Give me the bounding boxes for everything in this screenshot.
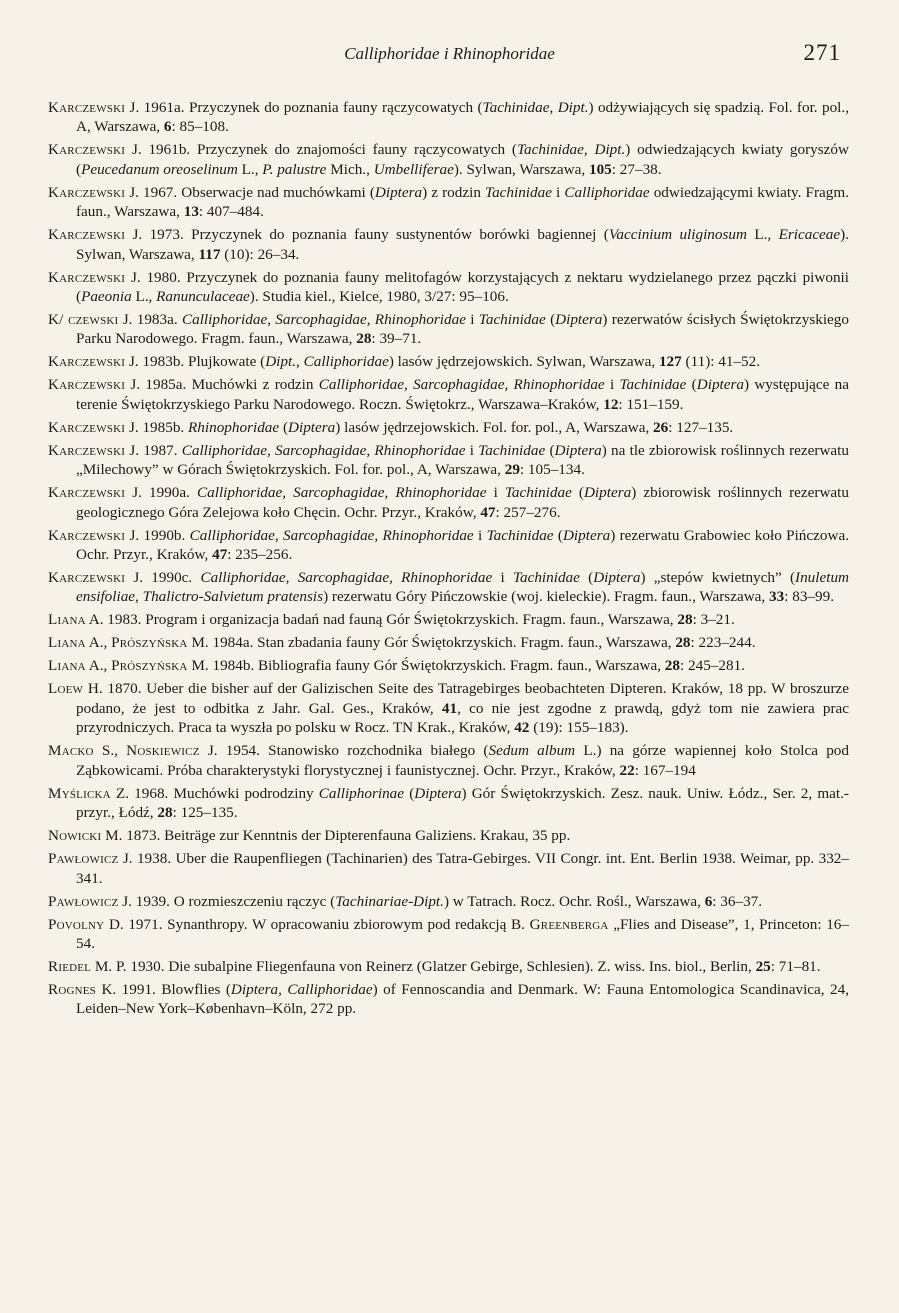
- reference-entry: [48, 610, 849, 629]
- italic-text: Tachinidae: [478, 311, 546, 329]
- reference-entry: [48, 633, 849, 652]
- volume-number: 47: [480, 503, 496, 521]
- reference-text: J. 1983b. Plujkowate (: [125, 353, 266, 371]
- italic-text: Diptera: [555, 311, 603, 329]
- reference-text: ) of Fennoscandia and Denmark. W: Fauna Entomologica Scandinavica, 24, Leiden–New York–København–Köln, 272 pp.: [76, 980, 850, 1018]
- reference-author: Pawłowicz: [48, 892, 119, 910]
- reference-entry: [48, 826, 849, 845]
- italic-text: Calliphoridae, Sarcophagidae, Rhinophoridae: [189, 526, 474, 544]
- reference-text: : 223–244.: [690, 634, 756, 652]
- reference-text: J. 1939. O rozmieszczeniu rączyc (: [118, 892, 336, 910]
- italic-text: Tachinidae: [619, 376, 687, 394]
- italic-text: Umbelliferae: [373, 160, 454, 178]
- reference-text: i: [492, 569, 513, 587]
- reference-text: (: [571, 484, 584, 502]
- italic-text: Diptera: [583, 484, 632, 502]
- reference-text: i: [551, 183, 565, 201]
- reference-text: : 125–135.: [172, 804, 238, 822]
- volume-number: 127: [658, 353, 682, 371]
- reference-text: ) odwiedzających kwiaty goryszów (: [76, 141, 849, 178]
- italic-text: P. palustre: [262, 160, 327, 178]
- reference-text: : 127–135.: [668, 418, 734, 436]
- reference-entry: [48, 225, 849, 264]
- italic-text: Diptera: [554, 441, 602, 459]
- reference-text: i: [465, 441, 479, 459]
- reference-text: ) na tle zbiorowisk roślinnych rezerwatu „Milechowy” w Górach Świętokrzyskich. Fol. for. pol., A, Warszawa,: [76, 441, 849, 479]
- reference-list: [48, 98, 849, 1022]
- reference-text: „Flies and Disease”, 1, Princeton: 16–54.: [76, 915, 849, 952]
- reference-author: K/ czewski: [48, 311, 119, 329]
- reference-entry: [48, 915, 849, 954]
- volume-number: 6: [704, 892, 713, 910]
- reference-entry: [48, 957, 849, 976]
- volume-number: 26: [653, 418, 669, 436]
- reference-text: J. 1967. Obserwacje nad muchówkami (: [125, 183, 375, 201]
- coauthor-name: Prószyńska: [111, 657, 188, 675]
- italic-text: Calliphoridae, Sarcophagidae, Rhinophoridae: [197, 484, 487, 502]
- reference-text: ) w Tatrach. Rocz. Ochr. Rośl., Warszawa,: [443, 892, 705, 910]
- reference-text: J. 1980. Przyczynek do poznania fauny melitofagów korzystających z nektaru wydzielanego przez pączki piwonii (: [76, 268, 849, 306]
- reference-entry: [48, 183, 849, 222]
- italic-text: Diptera, Calliphoridae: [230, 980, 373, 998]
- coauthor-name: Greenberga: [529, 915, 609, 933]
- reference-author: Liana: [48, 634, 86, 652]
- italic-text: Inuletum ensifoliae, Thalictro-Salvietum pratensis: [76, 569, 850, 606]
- volume-number: 105: [588, 160, 612, 178]
- italic-text: Sedum album: [488, 742, 576, 760]
- reference-text: : 245–281.: [679, 657, 745, 675]
- reference-text: J. 1954. Stanowisko rozchodnika białego (: [199, 742, 489, 760]
- reference-entry: [48, 741, 849, 780]
- reference-text: : 27–38.: [611, 160, 662, 178]
- reference-entry: [48, 679, 849, 737]
- reference-text: M. 1984b. Bibliografia fauny Gór Świętokrzyskich. Fragm. faun., Warszawa,: [187, 657, 665, 675]
- reference-entry: [48, 418, 849, 437]
- volume-number: 6: [163, 118, 172, 136]
- reference-text: ) Gór Świętokrzyskich. Zesz. nauk. Uniw. Łódz., Ser. 2, mat.-przyr., Łódź,: [76, 784, 849, 822]
- italic-text: Calliphoridae, Sarcophagidae, Rhinophoridae: [318, 376, 605, 394]
- reference-text: (: [553, 526, 563, 544]
- reference-author: Liana: [48, 611, 86, 629]
- reference-entry: [48, 375, 849, 414]
- italic-text: Tachinidae: [512, 569, 580, 587]
- reference-text: : 407–484.: [198, 203, 264, 221]
- reference-text: A.,: [85, 634, 112, 652]
- reference-text: J. 1985b.: [125, 418, 189, 436]
- italic-text: Tachinidae, Dipt.: [516, 141, 626, 159]
- italic-text: Ranunculaceae: [156, 288, 250, 306]
- reference-text: : 151–159.: [618, 395, 684, 413]
- reference-text: K. 1991. Blowflies (: [96, 980, 231, 998]
- reference-entry: [48, 483, 849, 522]
- reference-text: D. 1971. Synanthropy. W opracowaniu zbiorowym pod redakcją B.: [104, 915, 530, 933]
- reference-author: Karczewski: [48, 526, 126, 544]
- italic-text: Tachinidae: [486, 526, 554, 544]
- running-title: Calliphoridae i Rhinophoridae: [344, 44, 555, 63]
- reference-text: (19): 155–183).: [529, 719, 629, 737]
- reference-text: : 235–256.: [227, 546, 293, 564]
- reference-text: : 105–134.: [519, 461, 585, 479]
- reference-text: Mich.,: [326, 160, 374, 178]
- reference-text: i: [465, 311, 479, 329]
- reference-text: (: [545, 441, 555, 459]
- reference-author: Karczewski: [48, 141, 126, 159]
- italic-text: Tachinidae: [478, 441, 546, 459]
- reference-text: Z. 1968. Muchówki podrodziny: [110, 784, 319, 802]
- italic-text: Calliphoridae: [564, 183, 650, 201]
- reference-text: J. 1961b. Przyczynek do znajomości fauny rączycowatych (: [125, 141, 517, 159]
- volume-number: 12: [603, 395, 619, 413]
- reference-author: Karczewski: [48, 268, 126, 286]
- reference-text: ) z rodzin: [422, 183, 486, 201]
- volume-number: 33: [769, 588, 785, 606]
- reference-author: Karczewski: [48, 376, 126, 394]
- reference-entry: [48, 568, 849, 607]
- reference-text: i: [473, 526, 487, 544]
- reference-entry: [48, 656, 849, 675]
- reference-text: J. 1983a.: [118, 311, 182, 329]
- reference-author: Macko: [48, 742, 94, 760]
- reference-text: (: [404, 784, 415, 802]
- reference-text: ) rezerwatów ścisłych Świętokrzyskiego Parku Narodowego. Fragm. faun., Warszawa,: [76, 311, 849, 348]
- reference-text: J. 1938. Uber die Raupenfliegen (Tachinarien) des Tatra-Gebirges. VII Congr. int. Ent. Berlin 1938. Weimar, pp. 332–341.: [76, 850, 849, 887]
- volume-number: 47: [212, 546, 228, 564]
- reference-text: ) rezerwatu Grabowiec koło Pińczowa. Ochr. Przyr., Kraków,: [76, 526, 849, 564]
- reference-text: (11): 41–52.: [681, 353, 761, 371]
- volume-number: 28: [677, 611, 693, 629]
- italic-text: Calliphoridae, Sarcophagidae, Rhinophoridae: [200, 569, 493, 587]
- reference-text: (: [579, 569, 594, 587]
- reference-entry: [48, 310, 849, 349]
- volume-number: 28: [664, 657, 680, 675]
- reference-author: Nowicki: [48, 827, 102, 845]
- italic-text: Vaccinium uliginosum: [608, 226, 747, 244]
- reference-text: : 83–99.: [784, 588, 834, 606]
- reference-text: : 167–194: [634, 761, 696, 779]
- reference-author: Pawłowicz: [48, 850, 119, 868]
- reference-author: Karczewski: [48, 418, 126, 436]
- reference-text: : 36–37.: [712, 892, 763, 910]
- reference-text: , co nie jest zgodne z prawdą, gdyż tom nie zawiera prac przyrodniczych. Praca ta wyszła po polsku w Rocz. TN Krak., Kraków,: [76, 699, 849, 737]
- reference-text: J. 1973. Przyczynek do poznania fauny sustynentów borówki bagiennej (: [125, 226, 609, 244]
- reference-author: Povolny: [48, 915, 105, 933]
- reference-text: (10): 26–34.: [220, 245, 300, 263]
- reference-author: Karczewski: [48, 484, 126, 502]
- reference-entry: [48, 892, 849, 911]
- italic-text: Tachinidae: [504, 484, 572, 502]
- reference-text: i: [604, 376, 620, 394]
- reference-text: ) „stepów kwietnych” (: [640, 569, 796, 587]
- reference-text: S.,: [93, 742, 127, 760]
- volume-number: 13: [183, 203, 199, 221]
- italic-text: Diptera: [696, 376, 744, 394]
- coauthor-name: Prószyńska: [111, 634, 188, 652]
- reference-author: Liana: [48, 657, 86, 675]
- italic-text: Rhinophoridae: [188, 418, 280, 436]
- reference-text: ) występujące na terenie Świętokrzyskiego Parku Narodowego. Roczn. Świętokrz., Warszawa–Kraków,: [76, 376, 850, 413]
- reference-text: M. P. 1930. Die subalpine Fliegenfauna von Reinerz (Glatzer Gebirge, Schlesien). Z. wiss. Ins. biol., Berlin,: [91, 957, 756, 975]
- reference-text: M. 1873. Beiträge zur Kenntnis der Dipterenfauna Galiziens. Krakau, 35 pp.: [101, 827, 571, 845]
- italic-text: Paeonia: [81, 288, 132, 306]
- reference-text: ) odżywiających się spadzią. Fol. for. pol., A, Warszawa,: [76, 99, 849, 136]
- reference-text: ) zbiorowisk roślinnych rezerwatu geologicznego Góra Zelejowa koło Chęcin. Ochr. Przyr., Kraków,: [76, 484, 849, 521]
- italic-text: Tachinariae-Dipt.: [335, 892, 444, 910]
- reference-text: J. 1961a. Przyczynek do poznania fauny rączycowatych (: [125, 99, 483, 116]
- reference-entry: [48, 352, 849, 371]
- reference-author: Karczewski: [48, 183, 126, 201]
- reference-text: (: [279, 418, 288, 436]
- reference-text: A.,: [85, 657, 112, 675]
- volume-number: 25: [755, 957, 771, 975]
- reference-text: ) lasów jędrzejowskich. Sylwan, Warszawa,: [388, 353, 659, 371]
- reference-author: Karczewski: [48, 569, 126, 587]
- reference-text: A. 1983. Program i organizacja badań nad fauną Gór Świętokrzyskich. Fragm. faun., Warszawa,: [85, 611, 678, 629]
- reference-text: : 39–71.: [371, 330, 422, 348]
- reference-text: : 257–276.: [495, 503, 561, 521]
- reference-entry: [48, 441, 849, 480]
- reference-text: ). Studia kiel., Kielce, 1980, 3/27: 95–106.: [249, 288, 509, 306]
- volume-number: 28: [356, 330, 372, 348]
- reference-text: L.) na górze wapiennej koło Stolca pod Ząbkowicami. Próba charakterystyki florystycznej i faunistycznej. Ochr. Przyr., Kraków,: [76, 742, 849, 779]
- volume-number: 42: [514, 719, 530, 737]
- reference-entry: [48, 268, 849, 307]
- reference-entry: [48, 140, 849, 179]
- reference-text: ) rezerwatu Góry Pińczowskie (woj. kieleckie). Fragm. faun., Warszawa,: [323, 588, 770, 606]
- page-number: 271: [803, 40, 841, 65]
- reference-author: Karczewski: [48, 99, 126, 116]
- reference-text: ). Sylwan, Warszawa,: [76, 226, 849, 263]
- reference-text: H. 1870. Ueber die bisher auf der Galizischen Seite des Tatragebirges beobachteten Dipteren. Kraków, 18 pp. W broszurze podano, że jest to odbitka z Jahr. Gal. Ges., Kraków,: [76, 680, 849, 717]
- italic-text: Ericaceae: [778, 226, 841, 244]
- volume-number: 41: [441, 699, 458, 717]
- reference-entry: [48, 980, 849, 1019]
- reference-text: J. 1990c.: [125, 569, 201, 587]
- reference-author: Karczewski: [48, 353, 126, 371]
- reference-text: odwiedzającymi kwiaty. Fragm. faun., Warszawa,: [76, 183, 849, 221]
- reference-text: J. 1990b.: [125, 526, 190, 544]
- reference-text: (: [686, 376, 697, 394]
- reference-entry: [48, 849, 849, 888]
- reference-text: : 85–108.: [171, 118, 229, 136]
- reference-text: J. 1990a.: [125, 484, 197, 502]
- reference-text: (: [545, 311, 556, 329]
- reference-author: Loew: [48, 680, 84, 698]
- reference-text: J. 1985a. Muchówki z rodzin: [125, 376, 319, 394]
- italic-text: Tachinidae, Dipt.: [482, 99, 589, 116]
- italic-text: Diptera: [414, 784, 462, 802]
- reference-text: ). Sylwan, Warszawa,: [453, 160, 589, 178]
- italic-text: Calliphoridae, Sarcophagidae, Rhinophoridae: [181, 441, 466, 459]
- volume-number: 117: [198, 245, 221, 263]
- italic-text: Diptera: [562, 526, 611, 544]
- italic-text: Tachinidae: [485, 183, 552, 201]
- reference-text: ) lasów jędrzejowskich. Fol. for. pol., A, Warszawa,: [335, 418, 654, 436]
- italic-text: Diptera: [374, 183, 423, 201]
- reference-author: Karczewski: [48, 226, 126, 244]
- italic-text: Peucedanum oreoselinum: [81, 160, 238, 178]
- reference-text: i: [486, 484, 505, 502]
- coauthor-name: Noskiewicz: [126, 742, 200, 760]
- reference-text: J. 1987.: [125, 441, 182, 459]
- reference-text: L.,: [131, 288, 157, 306]
- volume-number: 28: [675, 634, 691, 652]
- reference-entry: [48, 784, 849, 823]
- reference-entry: [48, 98, 849, 137]
- italic-text: Diptera: [593, 569, 641, 587]
- reference-entry: [48, 526, 849, 565]
- reference-author: Myślicka: [48, 784, 111, 802]
- reference-text: M. 1984a. Stan zbadania fauny Gór Świętokrzyskich. Fragm. faun., Warszawa,: [187, 634, 676, 652]
- volume-number: 28: [157, 804, 173, 822]
- italic-text: Calliphorinae: [318, 784, 405, 802]
- reference-text: L.,: [746, 226, 779, 244]
- volume-number: 29: [504, 461, 520, 479]
- reference-text: : 71–81.: [770, 957, 821, 975]
- reference-text: : 3–21.: [692, 611, 735, 629]
- reference-author: Riedel: [48, 957, 92, 975]
- reference-author: Karczewski: [48, 441, 126, 459]
- italic-text: Diptera: [288, 418, 336, 436]
- reference-author: Rognes: [48, 980, 96, 998]
- reference-text: L.,: [237, 160, 263, 178]
- italic-text: Calliphoridae, Sarcophagidae, Rhinophoridae: [181, 311, 466, 329]
- italic-text: Dipt., Calliphoridae: [265, 353, 389, 371]
- volume-number: 22: [619, 761, 635, 779]
